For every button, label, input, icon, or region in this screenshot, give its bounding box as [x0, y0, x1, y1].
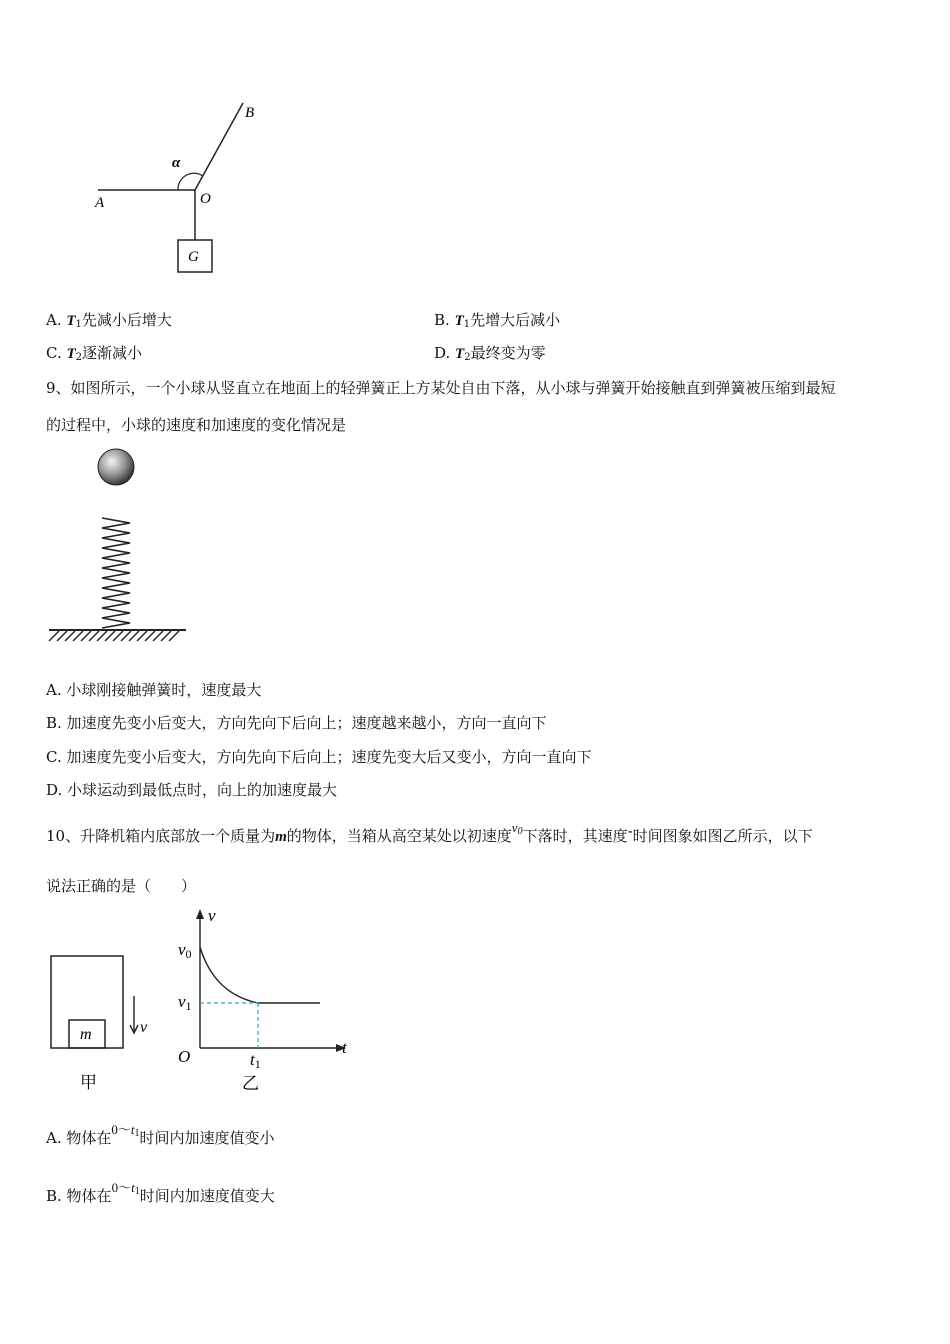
figure-string-weight: [80, 95, 280, 280]
q9-option-c[interactable]: C. 加速度先变小后变大，方向先向下后向上；速度先变大后又变小，方向一直向下: [46, 748, 592, 766]
q10-option-b[interactable]: B. 物体在$0\sim t_1$时间内加速度值变大: [46, 1180, 275, 1205]
q9-option-d[interactable]: D. 小球运动到最低点时，向上的加速度最大: [46, 781, 338, 799]
label-a: A: [95, 195, 105, 211]
q9-stem-line1: 9、如图所示，一个小球从竖直立在地面上的轻弹簧正上方某处自由下落，从小球与弹簧开始接触直到弹簧被压缩到最短: [46, 379, 836, 397]
label-g: G: [188, 249, 199, 265]
label-t1: t1: [250, 1050, 261, 1071]
label-v0: v0: [178, 940, 192, 961]
string-ob: [195, 103, 243, 190]
ball: [98, 449, 134, 485]
label-v1: v1: [178, 992, 192, 1013]
label-o: O: [200, 191, 211, 207]
q9-option-b[interactable]: B. 加速度先变小后变大，方向先向下后向上；速度越来越小，方向一直向下: [46, 714, 547, 732]
caption-yi: 乙: [242, 1074, 259, 1093]
figure-vt-graph-yi: [170, 905, 355, 1095]
q10-option-a[interactable]: A. 物体在$0\sim t_1$时间内加速度值变小: [46, 1122, 275, 1147]
ground-hatch: [49, 631, 179, 641]
axis-label-t: t: [342, 1038, 347, 1057]
q10-stem-line1: 10、升降机箱内底部放一个质量为m的物体，当箱从高空某处以初速度$v_0$下落时，其速度-时间图象如图乙所示，以下: [46, 820, 813, 845]
figure-elevator-jia: [46, 950, 161, 1095]
caption-jia: 甲: [80, 1073, 97, 1092]
q10-stem-line2: 说法正确的是（ ）: [46, 877, 197, 895]
arrow-label-v: v: [140, 1019, 148, 1036]
origin-label: O: [178, 1047, 191, 1066]
q8-option-b[interactable]: B. $T_1$先增大后减小: [434, 311, 561, 330]
figure-ball-spring: [46, 448, 191, 648]
label-b: B: [245, 105, 255, 121]
q9-option-a[interactable]: A. 小球刚接触弹簧时，速度最大: [46, 681, 262, 699]
q9-stem-line2: 的过程中，小球的速度和加速度的变化情况是: [46, 416, 347, 434]
axis-label-v: v: [208, 906, 216, 925]
label-alpha: α: [172, 155, 181, 171]
q8-option-d[interactable]: D. $T_2$最终变为零: [434, 344, 546, 363]
vt-curve: [200, 947, 320, 1003]
mass-label: m: [80, 1026, 92, 1043]
q8-option-c[interactable]: C. $T_2$逐渐减小: [46, 344, 143, 363]
q8-option-a[interactable]: A. $T_1$先减小后增大: [46, 311, 172, 330]
spring: [102, 518, 130, 628]
